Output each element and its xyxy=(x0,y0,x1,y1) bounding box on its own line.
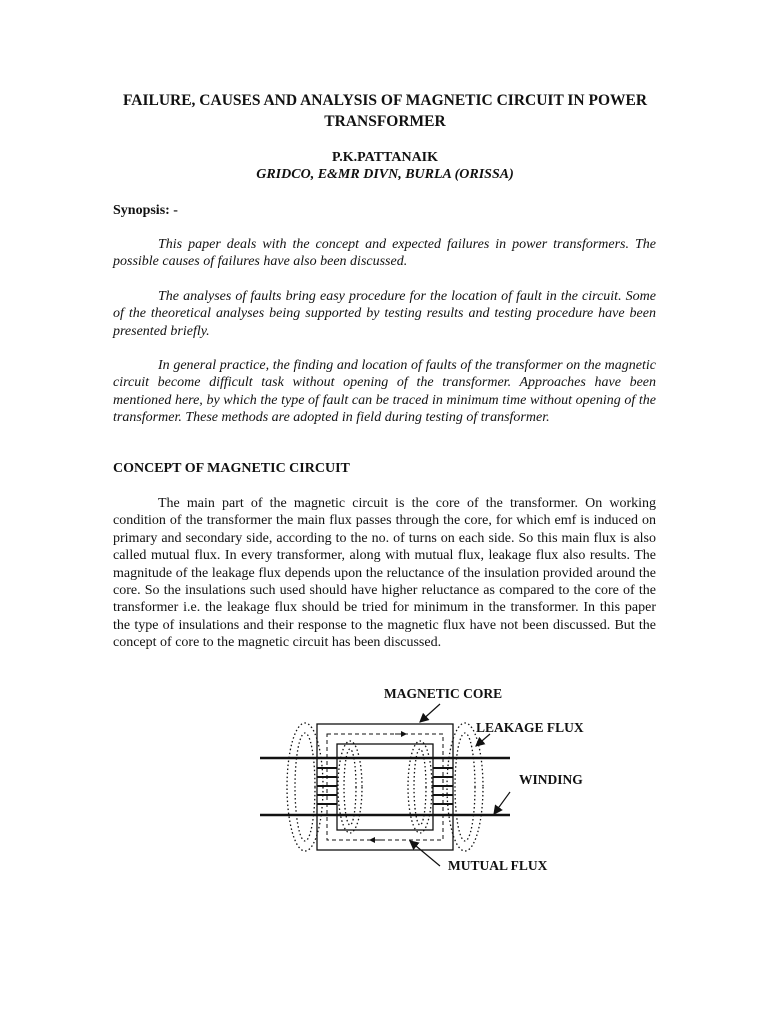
section-paragraph: The main part of the magnetic circuit is the core of the transformer. On working condition of the transformer the main flux passes through the core, for which emf is induced on primary and secondary side, according to the no. of turns on each side. So this main flux is also called mutual flux. In every transformer, along with mutual flux, leakage flux also results. The magnitude of the leakage flux depends upon the reluctance of the insulation provided around the core. So the insulations such used should have higher reluctance as compared to the core of the transformer i.e. the leakage flux should be tried for minimum in the transformer. In this paper the type of insulations and their response to the magnetic flux have not been discussed. But the concept of core to the magnetic circuit has been discussed. xyxy=(113,496,656,651)
synopsis-heading: Synopsis: - xyxy=(113,203,178,218)
magnetic-circuit-diagram xyxy=(0,680,768,880)
label-mutual-flux: MUTUAL FLUX xyxy=(448,858,548,873)
synopsis-paragraph-3: In general practice, the finding and location of faults of the transformer on the magnetic circuit become difficult task without opening of the transformer. Approaches have been mentioned here, by which the type of fault can be traced in minimum time without opening of the transformer. These methods are adopted in field during testing of transformer. xyxy=(113,358,656,426)
label-magnetic-core: MAGNETIC CORE xyxy=(384,686,503,701)
magnetic-core-pointer xyxy=(420,704,440,722)
synopsis-paragraph-2: The analyses of faults bring easy procedure for the location of fault in the circuit. Some of the theoretical analyses being supported by testing results and testing procedure have been presented briefly. xyxy=(113,289,656,339)
winding-pointer xyxy=(494,792,510,814)
synopsis-paragraph-1: This paper deals with the concept and expected failures in power transformers. The possible causes of failures have also been discussed. xyxy=(113,237,656,270)
mutual-flux-pointer xyxy=(410,841,440,866)
paper-title: FAILURE, CAUSES AND ANALYSIS OF MAGNETIC CIRCUIT IN POWER TRANSFORMER xyxy=(122,92,648,130)
section-heading: CONCEPT OF MAGNETIC CIRCUIT xyxy=(113,461,350,476)
label-leakage-flux: LEAKAGE FLUX xyxy=(476,720,584,735)
author-name: P.K.PATTANAIK xyxy=(331,150,439,165)
label-winding: WINDING xyxy=(519,772,583,787)
transformer-diagram-svg xyxy=(0,680,768,880)
author-affiliation: GRIDCO, E&MR DIVN, BURLA (ORISSA) xyxy=(256,167,514,182)
